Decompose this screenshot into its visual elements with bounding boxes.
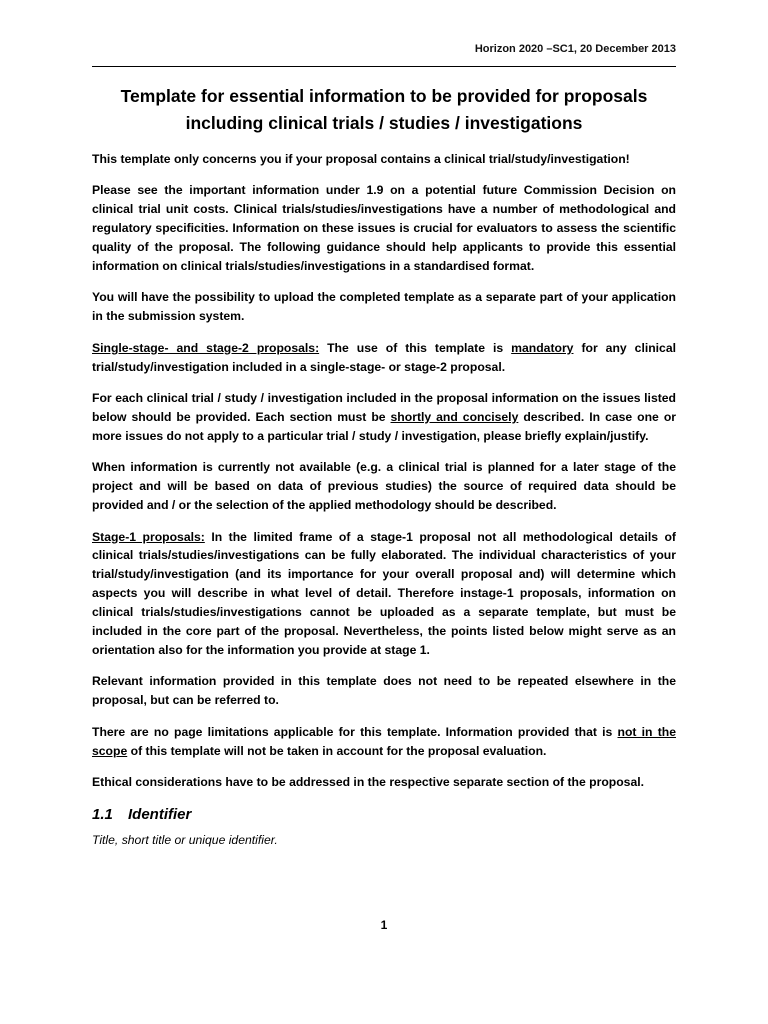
document-body <box>92 150 676 850</box>
paragraph-scope-notice: This template only concerns you if your proposal contains a clinical trial/study/investigation! <box>92 152 630 166</box>
paragraph-important-info: Please see the important information under 1.9 on a potential future Commission Decision on clinical trial unit costs. Clinical trials/studies/investigations have a number of methodological and regulatory specificities. Information on these issues is crucial for evaluators to assess the scientific quality of the proposal. The following guidance should help applicants to provide this essential information on clinical trials/studies/investigations in a standardised format. <box>92 183 676 274</box>
paragraph-each-trial <box>92 389 676 446</box>
single-stage-text-b: for any clinical trial/study/investigation included in a single-stage- or stage-2 proposal. <box>92 340 676 374</box>
each-trial-text-a: For each clinical trial / study / investigation included in the proposal information on the issues listed below should be provided. Each section must be <box>92 391 676 424</box>
section-number: 1.1 <box>92 805 113 823</box>
page-number: 1 <box>380 918 388 932</box>
section-title: Identifier <box>128 805 192 823</box>
title-line-2: including clinical trials / studies / investigations <box>185 113 583 133</box>
paragraph-single-stage <box>92 339 676 377</box>
not-in-scope: not in the scope <box>92 724 676 758</box>
paragraph-relevant-info: Relevant information provided in this template does not need to be repeated elsewhere in the proposal, but can be referred to. <box>92 674 676 708</box>
paragraph-ethical: Ethical considerations have to be addressed in the respective separate section of the proposal. <box>92 774 644 789</box>
stage-1-label: Stage-1 proposals: <box>92 529 205 544</box>
page-header: Horizon 2020 –SC1, 20 December 2013 <box>474 43 676 55</box>
section-description: Title, short title or unique identifier. <box>92 832 278 847</box>
each-trial-text-b: described. <box>518 409 590 424</box>
each-trial-bold: In case one or more issues do not apply to a particular trial / study / investigation, please briefly explain/justify. <box>92 409 677 443</box>
header-divider <box>92 66 676 67</box>
paragraph-upload: You will have the possibility to upload the completed template as a separate part of your application in the submission system. <box>92 290 676 324</box>
mandatory-word: mandatory <box>511 340 574 355</box>
shortly-concisely: shortly and concisely <box>390 409 519 424</box>
page-limits-text-b: of this template will not be taken in account for the proposal evaluation. <box>127 743 547 758</box>
paragraph-information-unavailable: When information is currently not available (e.g. a clinical trial is planned for a later stage of the project and will be based on data of previous studies) the source of required data should be provided and / or the selection of the applied methodology should be described. <box>92 460 676 513</box>
stage-1-text: In the limited frame of a stage-1 proposal not all methodological details of clinical trials/studies/investigations can be fully elaborated. The individual characteristics of your trial/study/investigation (and its importance for your overall proposal and) will determine which aspects you will describe in what level of detail. Therefore instage-1 proposals, information on clinical trials/studies/investigations cannot be uploaded as a separate template, but must be included in the core part of the proposal. Nevertheless, the points listed below might serve as an orientation also for the information you provide at stage 1. <box>92 529 676 657</box>
single-stage-text-a: The use of this template is <box>319 340 512 355</box>
paragraph-stage-1 <box>92 528 676 660</box>
document-title <box>92 83 676 137</box>
page-limits-text-a: There are no page limitations applicable for this template. Information provided that is <box>92 724 618 739</box>
title-line-1: Template for essential information to be provided for proposals <box>120 86 648 106</box>
paragraph-page-limits <box>92 723 676 761</box>
section-heading <box>92 806 676 825</box>
single-stage-label: Single-stage- and stage-2 proposals: <box>92 340 320 355</box>
